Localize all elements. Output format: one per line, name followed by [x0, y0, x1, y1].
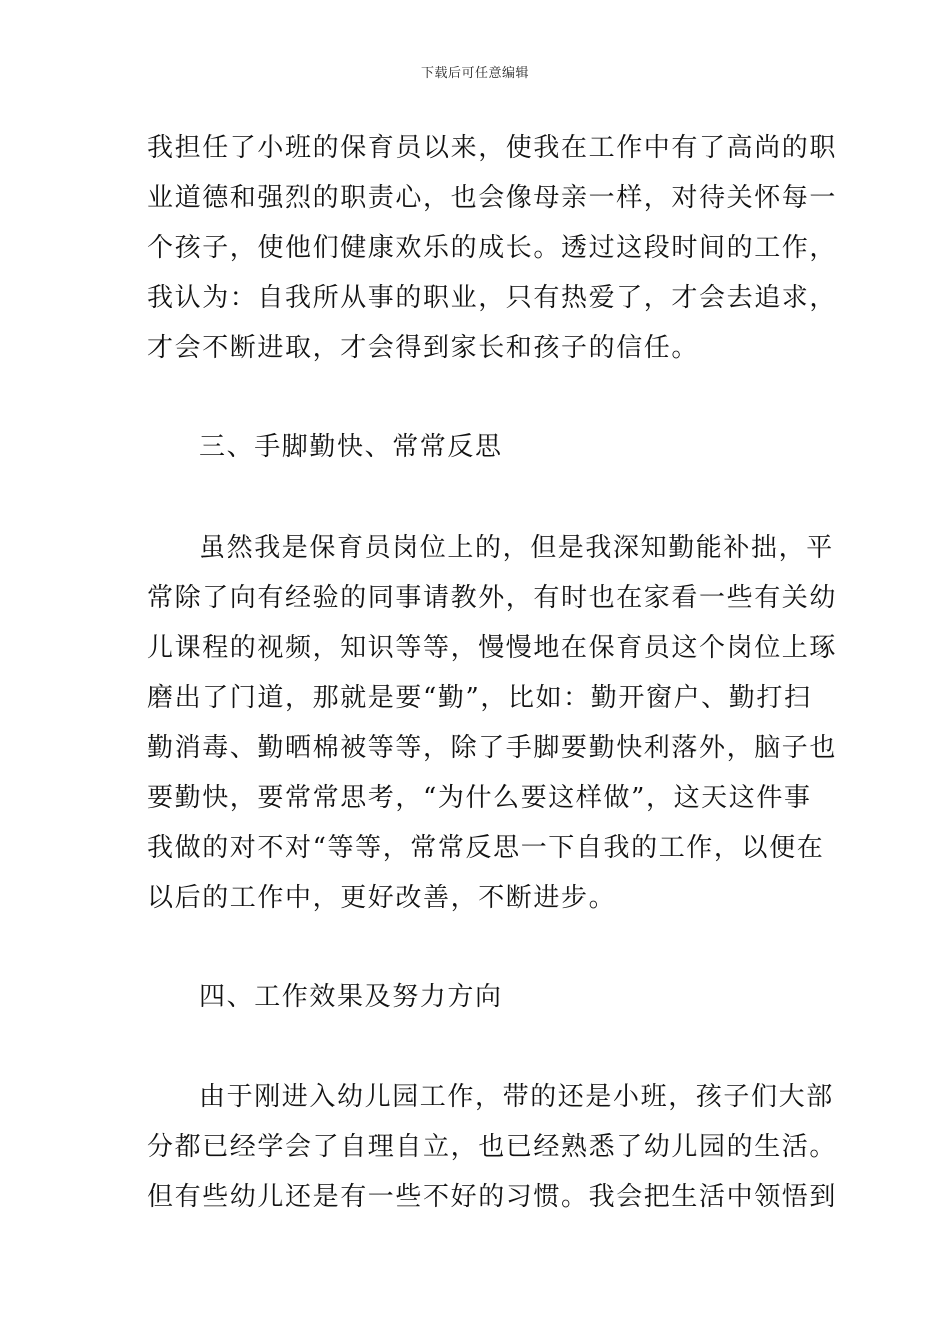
section-heading-4: 四、工作效果及努力方向 [199, 982, 503, 1012]
paragraph-line: 儿课程的视频，知识等等，慢慢地在保育员这个岗位上琢 [147, 633, 838, 663]
paragraph-line: 我担任了小班的保育员以来，使我在工作中有了高尚的职 [147, 133, 838, 163]
paragraph-line: 业道德和强烈的职责心，也会像母亲一样，对待关怀每一 [147, 183, 838, 213]
paragraph-line: 个孩子，使他们健康欢乐的成长。透过这段时间的工作， [147, 233, 838, 263]
section-heading-3: 三、手脚勤快、常常反思 [199, 432, 503, 462]
paragraph-line: 由于刚进入幼儿园工作，带的还是小班，孩子们大部 [199, 1082, 834, 1112]
paragraph-line: 分都已经学会了自理自立，也已经熟悉了幼儿园的生活。 [147, 1132, 838, 1162]
paragraph-line: 才会不断进取，才会得到家长和孩子的信任。 [147, 333, 700, 363]
paragraph-line: 磨出了门道，那就是要“勤”，比如：勤开窗户、勤打扫 [147, 683, 812, 713]
paragraph-line: 要勤快，要常常思考，“为什么要这样做”，这天这件事 [147, 783, 812, 813]
paragraph-line: 以后的工作中，更好改善，不断进步。 [147, 883, 617, 913]
paragraph-line: 但有些幼儿还是有一些不好的习惯。我会把生活中领悟到 [147, 1182, 838, 1212]
paragraph-line: 勤消毒、勤晒棉被等等，除了手脚要勤快利落外，脑子也 [147, 733, 838, 763]
paragraph-line: 我认为：自我所从事的职业，只有热爱了，才会去追求， [147, 283, 838, 313]
paragraph-line: 我做的对不对“等等，常常反思一下自我的工作，以便在 [147, 833, 825, 863]
paragraph-line: 虽然我是保育员岗位上的，但是我深知勤能补拙，平 [199, 533, 834, 563]
page-header: 下载后可任意编辑 [420, 66, 529, 81]
paragraph-line: 常除了向有经验的同事请教外，有时也在家看一些有关幼 [147, 583, 838, 613]
